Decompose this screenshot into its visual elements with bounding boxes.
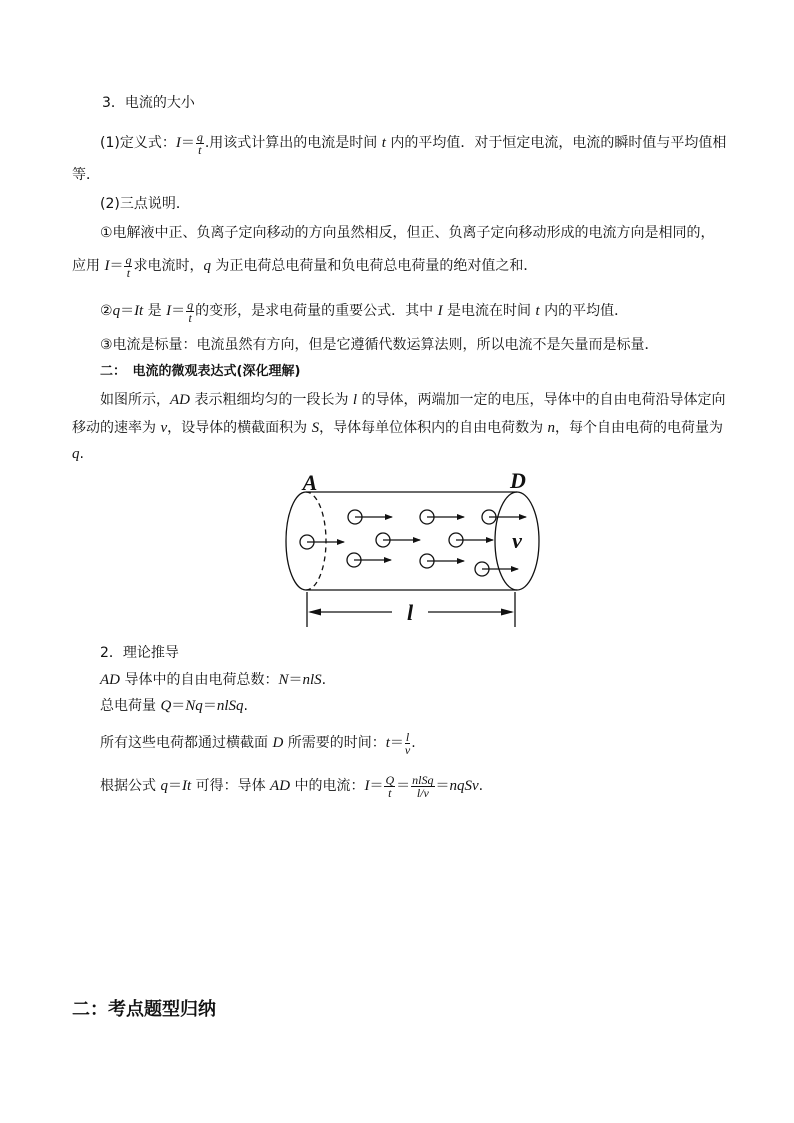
equals-sign: ＝ [109, 258, 124, 274]
fraction-q-over-t [124, 254, 132, 279]
next-section-heading-text: 二：考点题型归纳 [72, 999, 216, 1020]
var-current: I [364, 778, 370, 794]
equals-sign: ＝ [396, 778, 411, 794]
derivation-heading [100, 643, 179, 663]
intro-text: 表示粗细均匀的一段长为 [190, 392, 353, 408]
definition-text: .用该式计算出的电流是时间 [204, 135, 382, 151]
fraction-denominator: t [188, 310, 192, 325]
var-conductor-ad: AD [170, 392, 190, 408]
dimension-arrow-left [308, 609, 321, 616]
section-heading [102, 93, 195, 113]
equals-sign: ＝ [435, 778, 450, 794]
equals-sign: ＝ [202, 698, 217, 714]
note-1-line-1 [100, 223, 715, 243]
intro-line-3 [72, 444, 84, 464]
fraction-numerator: q [196, 129, 203, 144]
note-2-marker: ② [100, 303, 113, 319]
derivation-step-4 [100, 772, 484, 800]
var-current-times-time: It [134, 303, 144, 319]
fraction-numerator: Q [385, 772, 395, 787]
step-text: 所需要的时间： [283, 735, 386, 751]
var-conductor-ad: AD [100, 672, 120, 688]
step-text: 导体中的自由电荷总数： [120, 672, 279, 688]
equals-sign: ＝ [180, 135, 195, 151]
step-end: . [243, 698, 248, 714]
step-end: . [478, 778, 484, 794]
free-charge [420, 510, 464, 524]
equals-sign: ＝ [171, 698, 186, 714]
intro-text: 移动的速率为 [72, 420, 161, 436]
var-charge: q [72, 446, 80, 462]
step-text: 总电荷量 [100, 698, 161, 714]
intro-text: ，每个自由电荷的电荷量为 [555, 420, 724, 436]
intro-text: 的导体，两端加一定的电压，导体中的自由电荷沿导体定向 [357, 392, 726, 408]
var-conductor-ad: AD [270, 778, 291, 794]
fraction-nlsq-over-l-v [411, 774, 434, 799]
section-heading-text: 3．电流的大小 [102, 95, 195, 111]
expr-nls: nlS [302, 672, 322, 688]
var-density: n [547, 420, 556, 436]
next-section-heading [72, 997, 216, 1023]
step-end: . [411, 735, 416, 751]
note-2-text: 内的平均值． [539, 303, 629, 319]
conductor-diagram [280, 465, 550, 635]
definition-text: 内的平均值．对于恒定电流，电流的瞬时值与平均值相 [385, 135, 727, 151]
var-time: t [385, 735, 390, 751]
var-current: I [437, 303, 443, 319]
step-text: 可得：导体 [191, 778, 271, 794]
fraction-denominator: v [404, 742, 411, 757]
notes-heading-text: (2)三点说明． [100, 196, 190, 212]
expr-nqsv: nqSv [449, 778, 479, 794]
fraction-numerator: l [405, 729, 410, 744]
fraction-numerator: nlSq [412, 772, 434, 787]
label-end-a: A [302, 470, 318, 495]
equals-sign: ＝ [120, 303, 135, 319]
intro-text: 如图所示， [100, 392, 170, 408]
var-current-times-time: It [181, 778, 192, 794]
definition-text: 等． [72, 167, 100, 183]
var-charge: q [203, 258, 211, 274]
note-2-text: 的变形，是求电荷量的重要公式．其中 [195, 303, 438, 319]
var-total-charge: Q [160, 698, 172, 714]
free-charge [376, 533, 420, 547]
equals-sign: ＝ [389, 735, 404, 751]
note-3 [100, 335, 659, 355]
note-1-text: ①电解液中正、负离子定向移动的方向虽然相反，但正、负离子定向移动形成的电流方向是相同的， [100, 225, 715, 241]
note-1-line-2 [72, 252, 538, 280]
equals-sign: ＝ [171, 303, 186, 319]
fraction-denominator: t [388, 785, 392, 800]
micro-expression-heading-text: 二： 电流的微观表达式(深化理解) [100, 364, 301, 379]
label-end-d: D [510, 468, 526, 493]
var-total-count: N [278, 672, 289, 688]
note-1-text: 为正电荷总电荷量和负电荷总电荷量的绝对值之和． [210, 258, 538, 274]
derivation-step-3 [100, 729, 416, 757]
equals-sign: ＝ [167, 778, 182, 794]
var-current: I [166, 303, 172, 319]
definition-line-1 [100, 129, 727, 157]
left-end-hidden-arc [306, 492, 326, 590]
var-velocity: v [160, 420, 168, 436]
expr-nlsq: nlSq [216, 698, 244, 714]
fraction-numerator: q [187, 297, 194, 312]
micro-expression-heading [100, 362, 300, 382]
note-1-text: 应用 [72, 258, 105, 274]
var-length: l [352, 392, 358, 408]
fraction-q-over-t [186, 299, 194, 324]
note-2-text: 是电流在时间 [442, 303, 536, 319]
intro-text: . [79, 446, 84, 462]
fraction-numerator: q [125, 252, 132, 267]
fraction-denominator: l/v [416, 785, 429, 800]
fraction-denominator: t [126, 265, 131, 280]
derivation-step-1 [100, 670, 326, 690]
equals-sign: ＝ [369, 778, 384, 794]
free-charge [347, 553, 391, 567]
intro-text: ，设导体的横截面积为 [167, 420, 312, 436]
free-charge [300, 535, 344, 549]
derivation-step-2 [100, 696, 248, 716]
intro-line-2 [72, 418, 723, 438]
note-2-text: 是 [143, 303, 167, 319]
fraction-l-over-v [405, 731, 410, 756]
free-charge [475, 562, 518, 576]
var-area: S [311, 420, 320, 436]
step-text: 根据公式 [100, 778, 161, 794]
notes-heading [100, 194, 190, 214]
equals-sign: ＝ [288, 672, 303, 688]
dimension-arrow-right [501, 609, 514, 616]
free-charge [348, 510, 392, 524]
left-end-front-arc [286, 492, 306, 590]
step-text: 所有这些电荷都通过横截面 [100, 735, 273, 751]
label-length: l [406, 600, 414, 625]
derivation-heading-text: 2．理论推导 [100, 645, 179, 661]
free-charge [449, 533, 493, 547]
fraction-q-over-t [196, 131, 204, 156]
free-charge [482, 510, 526, 524]
fraction-q-over-t [384, 774, 395, 799]
intro-text: ，导体每单位体积内的自由电荷数为 [319, 420, 548, 436]
label-velocity: v [512, 528, 522, 553]
step-text: 中的电流： [290, 778, 365, 794]
expr-nq: Nq [185, 698, 203, 714]
definition-line-2 [72, 165, 100, 185]
var-charge: q [160, 778, 168, 794]
var-time: t [535, 303, 540, 319]
note-3-text: ③电流是标量：电流虽然有方向，但是它遵循代数运算法则，所以电流不是矢量而是标量． [100, 337, 659, 353]
var-current: I [104, 258, 110, 274]
var-charge: q [112, 303, 121, 319]
note-2 [100, 297, 629, 325]
var-section-d: D [272, 735, 284, 751]
note-1-text: 求电流时， [133, 258, 204, 274]
free-charge [420, 554, 464, 568]
intro-line-1 [100, 390, 726, 410]
step-end: . [321, 672, 327, 688]
definition-label: (1)定义式： [100, 135, 176, 151]
var-time: t [381, 135, 386, 151]
var-current: I [175, 135, 181, 151]
fraction-denominator: t [198, 142, 202, 157]
